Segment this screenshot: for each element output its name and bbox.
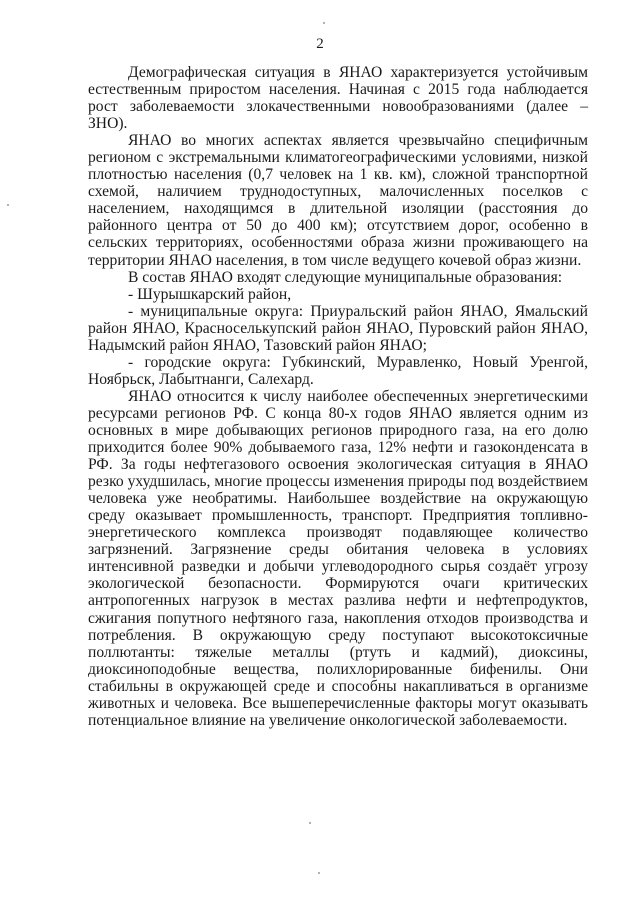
scan-speck	[318, 872, 320, 874]
list-item-district: - Шурышкарский район,	[128, 285, 292, 303]
paragraph-ecology: ЯНАО относится к числу наиболее обеспеченных энергетическими ресурсами регионов РФ. С конца 80-х годов ЯНАО является одним из основных в мире добывающих регионов природного газа, на его долю приходится более 90% добываемого газа, 12% нефти и газоконденсата в РФ. За годы нефтегазового освоения экологическая ситуация в ЯНАО резко ухудшилась, многие процессы изменения природы под воздействием человека уже необратимы. Наибольшее воздействие на окружающую среду оказывает промышленность, транспорт. Предприятия топливно-энергетического комплекса производят подавляющее количество загрязнений. Загрязнение среды обитания человека в условиях интенсивной разведки и добычи углеводородного сырья создаёт угрозу экологической безопасности. Формируются очаги критических антропогенных нагрузок в местах разлива нефти и нефтепродуктов, сжигания попутного нефтяного газа, накопления отходов производства и потребления. В окружающую среду поступают высокотоксичные поллютанты: тяжелые металлы (ртуть и кадмий), диоксины, диоксиноподобные вещества, полихлорированные бифенилы. Они стабильны в окружающей среде и способны накапливаться в организме животных и человека. Все вышеперечисленные факторы могут оказывать потенциальное влияние на увеличение онкологической заболеваемости.	[88, 387, 588, 729]
scan-speck	[7, 204, 9, 206]
paragraph-municipalities-intro: В состав ЯНАО входят следующие муниципальные образования:	[128, 268, 563, 286]
page-number: 2	[316, 36, 324, 52]
document-body	[88, 64, 588, 729]
paragraph-demographics: Демографическая ситуация в ЯНАО характеризуется устойчивым естественным приростом населения. Начиная с 2015 года наблюдается рост заболеваемости злокачественными новообразованиями (далее – ЗНО).	[88, 64, 588, 133]
scan-speck	[309, 822, 311, 824]
scan-speck	[323, 22, 325, 24]
list-item-municipal-districts: - муниципальные округа: Приуральский район ЯНАО, Ямальский район ЯНАО, Красноселькупский район ЯНАО, Пуровский район ЯНАО, Надымский район ЯНАО, Тазовский район ЯНАО;	[88, 302, 588, 354]
paragraph-region-specifics: ЯНАО во многих аспектах является чрезвычайно специфичным регионом с экстремальными климатогеографическими условиями, низкой плотностью населения (0,7 человек на 1 кв. км), сложной транспортной схемой, наличием труднодоступных, малочисленных поселков с населением, находящимся в длительной изоляции (расстояния до районного центра от 50 до 400 км); отсутствием дорог, особенно в сельских территориях, особенностями образа жизни проживающего на территории ЯНАО населения, в том числе ведущего кочевой образ жизни.	[88, 132, 588, 269]
list-item-city-districts: - городские округа: Губкинский, Муравленко, Новый Уренгой, Ноябрьск, Лабытнанги, Салехард.	[88, 353, 588, 388]
